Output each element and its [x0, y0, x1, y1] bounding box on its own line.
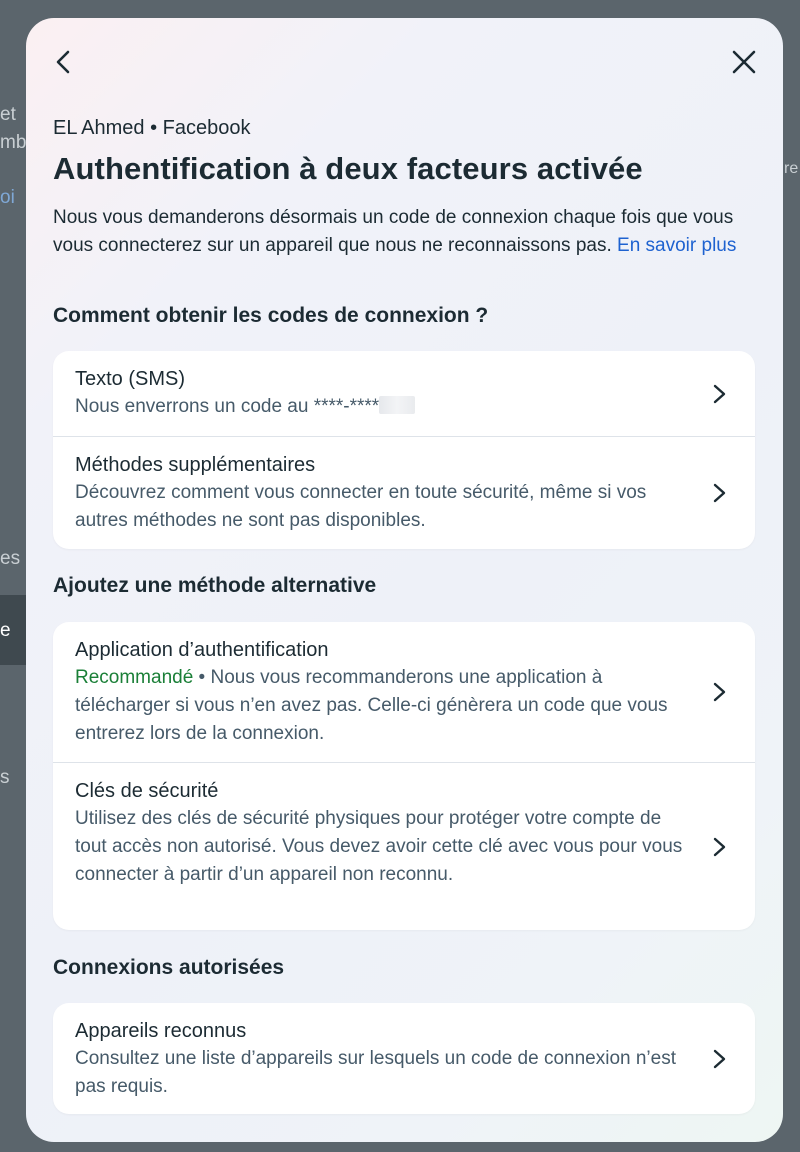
- chevron-left-icon[interactable]: [44, 42, 84, 82]
- option-description: Consultez une liste d’appareils sur lesquels un code de connexion n’est pas requis.: [75, 1048, 676, 1097]
- background-text: s: [0, 767, 10, 788]
- option-description: Recommandé • Nous vous recommanderons une application à télécharger si vous n’en avez pas. Celle-ci génèrera un code que vous entrerez lors de la connexion.: [75, 667, 668, 744]
- background-text: et: [0, 104, 16, 125]
- option-description: Utilisez des clés de sécurité physiques pour protéger votre compte de tout accès non autorisé. Vous devez avoir cette clé avec vous pour vous connecter à partir d’un appareil non reconnu.: [75, 808, 683, 885]
- recommended-badge: Recommandé: [75, 667, 194, 688]
- option-title: Méthodes supplémentaires: [75, 454, 316, 476]
- alternative-card: [53, 622, 755, 930]
- background-text: e: [0, 620, 11, 641]
- chevron-right-icon: [709, 382, 729, 406]
- sms-option[interactable]: [53, 351, 755, 436]
- chevron-right-icon: [709, 481, 729, 505]
- redacted-phone: [379, 396, 415, 414]
- page-title: Authentification à deux facteurs activée: [53, 151, 643, 186]
- background-text: es: [0, 548, 21, 569]
- learn-more-link[interactable]: En savoir plus: [617, 235, 737, 256]
- option-title: Texto (SMS): [75, 368, 186, 390]
- page-description: [53, 204, 758, 260]
- close-icon[interactable]: [724, 42, 764, 82]
- authenticator-app-option[interactable]: [53, 622, 755, 762]
- chevron-right-icon: [709, 680, 729, 704]
- two-factor-modal: [26, 18, 783, 1142]
- section-title-alternative: Ajoutez une méthode alternative: [53, 574, 377, 597]
- background-text: mb: [0, 132, 27, 153]
- section-title-authorized: Connexions autorisées: [53, 956, 285, 979]
- recognized-devices-option[interactable]: [53, 1003, 755, 1114]
- account-label: EL Ahmed • Facebook: [53, 117, 251, 139]
- background-text: re: [784, 160, 799, 177]
- chevron-right-icon: [709, 1047, 729, 1071]
- option-title: Clés de sécurité: [75, 780, 219, 802]
- security-keys-option[interactable]: [53, 762, 755, 930]
- description-text: Nous vous demanderons désormais un code de connexion chaque fois que vous vous connecterez sur un appareil que nous ne reconnaissons pas.: [53, 207, 734, 256]
- background-text: oi: [0, 187, 15, 208]
- option-title: Application d’authentification: [75, 639, 329, 661]
- codes-card: [53, 351, 755, 549]
- option-description: Nous enverrons un code au ****-****: [75, 393, 685, 421]
- section-title-codes: Comment obtenir les codes de connexion ?: [53, 304, 489, 327]
- additional-methods-option[interactable]: [53, 436, 755, 549]
- option-description: Découvrez comment vous connecter en toute sécurité, même si vos autres méthodes ne sont pas disponibles.: [75, 482, 647, 531]
- option-title: Appareils reconnus: [75, 1020, 247, 1042]
- authorized-card: [53, 1003, 755, 1114]
- chevron-right-icon: [709, 835, 729, 859]
